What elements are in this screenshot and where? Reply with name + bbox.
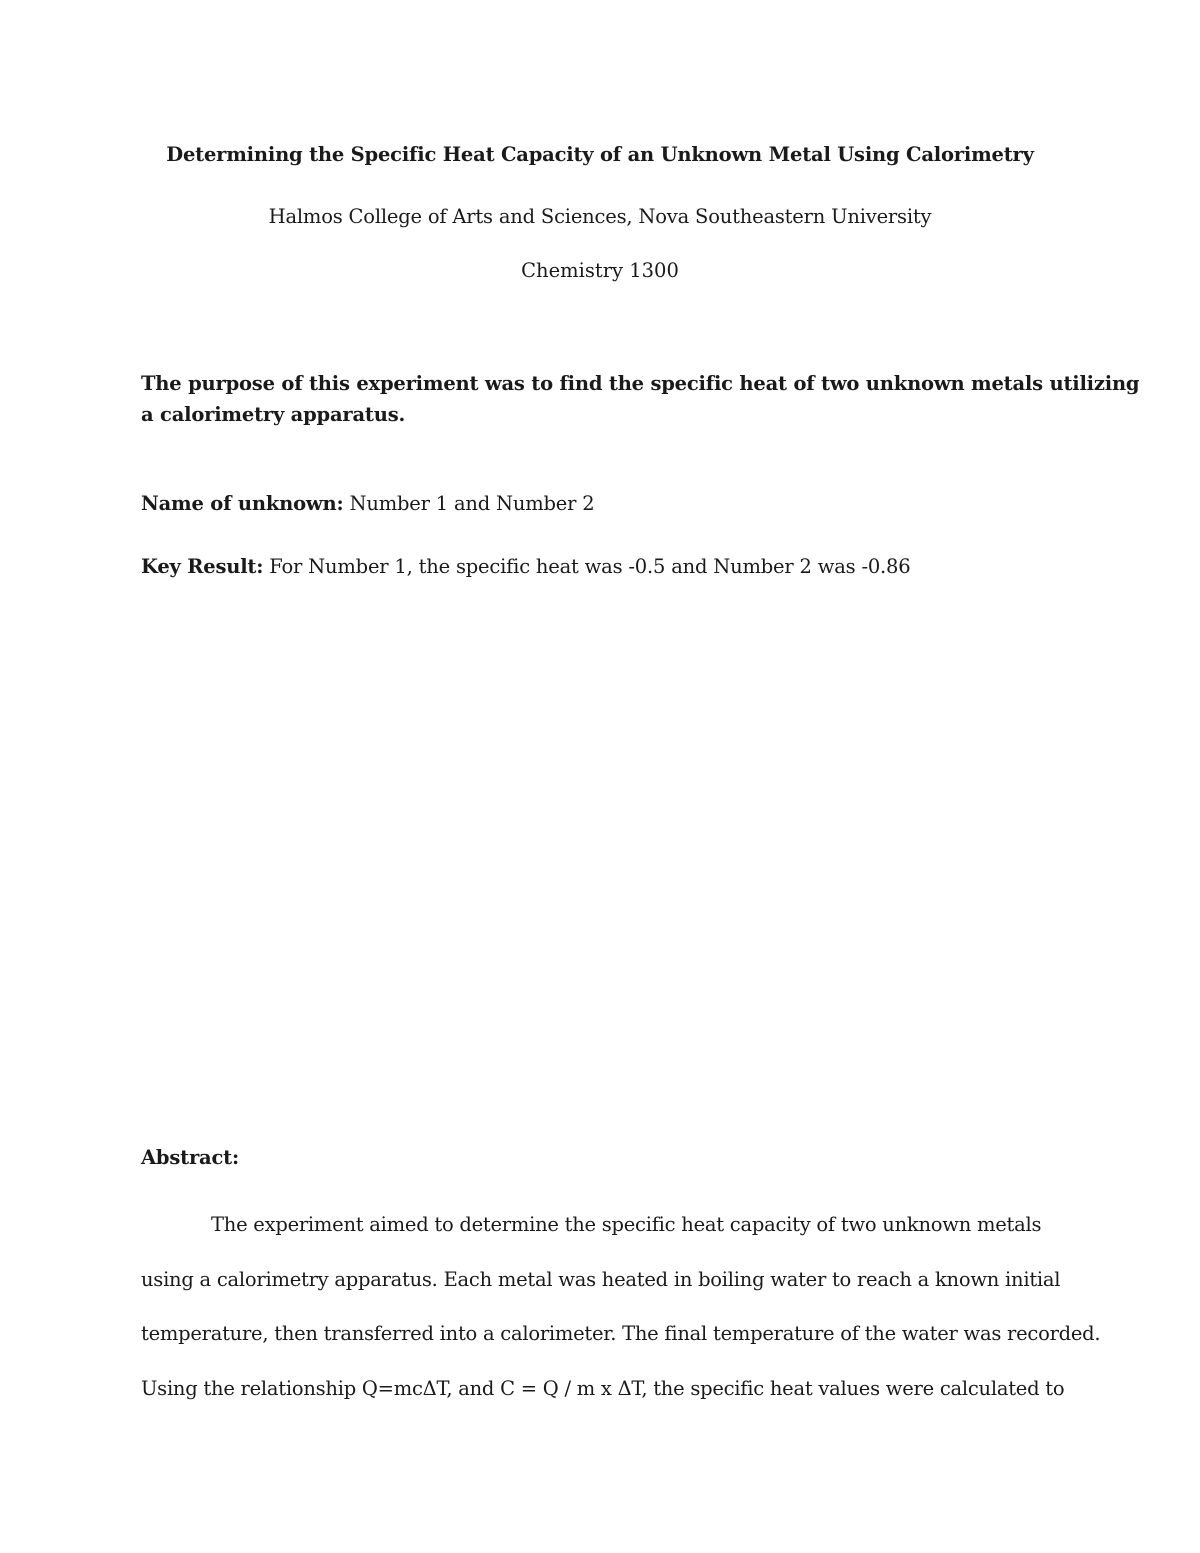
abstract-body [141, 1198, 1101, 1416]
abstract-line: temperature, then transferred into a calorimeter. The final temperature of the water was recorded. [141, 1322, 1101, 1345]
affiliation: Halmos College of Arts and Sciences, Nova Southeastern University [268, 205, 932, 228]
document-title: Determining the Specific Heat Capacity of an Unknown Metal Using Calorimetry [166, 143, 1034, 166]
abstract-line: The experiment aimed to determine the specific heat capacity of two unknown metals [211, 1213, 1042, 1236]
name-of-unknown-label: Name of unknown: [141, 492, 344, 515]
abstract-line: using a calorimetry apparatus. Each metal was heated in boiling water to reach a known initial [141, 1267, 1061, 1291]
purpose-line: The purpose of this experiment was to find the specific heat of two unknown metals utilizing [141, 372, 1140, 395]
purpose-line: a calorimetry apparatus. [141, 403, 406, 426]
name-of-unknown [141, 492, 1076, 515]
course-name: Chemistry 1300 [521, 259, 679, 282]
abstract-line: Using the relationship Q=mcΔT, and C = Q / m x ΔT, the specific heat values were calculated to [141, 1376, 1065, 1400]
key-result-value: For Number 1, the specific heat was -0.5 and Number 2 was -0.86 [263, 555, 911, 578]
key-result-label: Key Result: [141, 555, 264, 578]
key-result [141, 555, 1076, 578]
name-of-unknown-value: Number 1 and Number 2 [343, 492, 595, 515]
abstract-heading: Abstract: [141, 1146, 239, 1169]
purpose-statement [141, 368, 1140, 430]
